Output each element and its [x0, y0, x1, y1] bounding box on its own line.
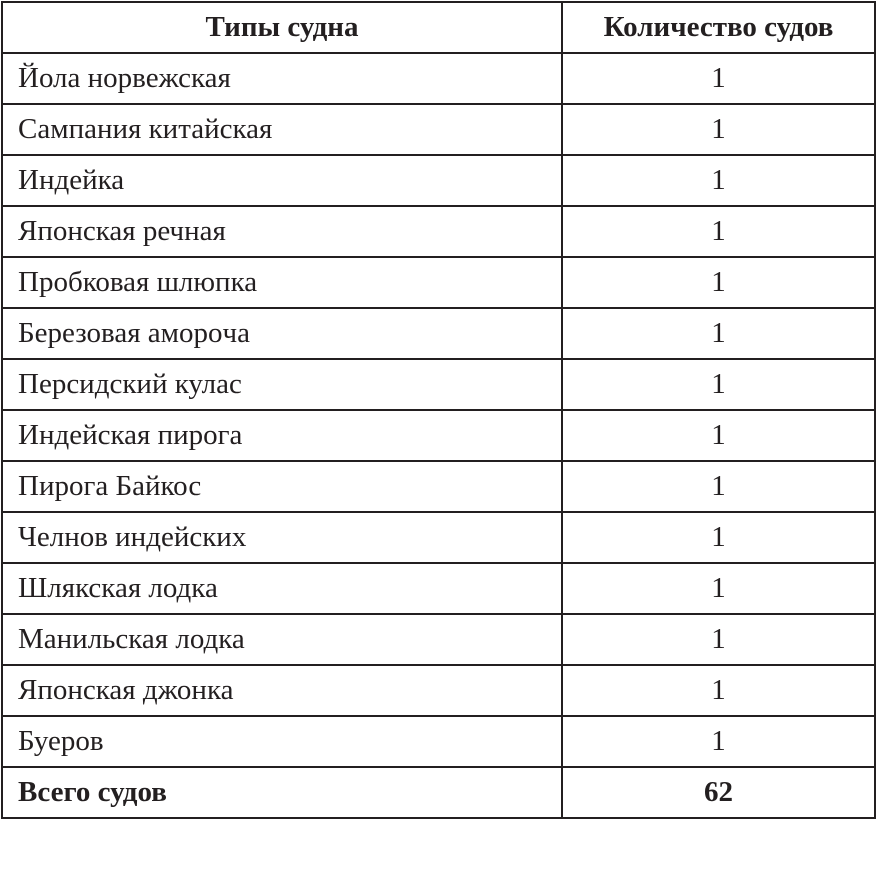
vessel-type-cell: Челнов индейских	[2, 512, 562, 563]
table-row	[2, 308, 875, 359]
vessel-type-cell: Пирога Байкос	[2, 461, 562, 512]
column-header-count: Количество судов	[562, 2, 875, 53]
table-row	[2, 410, 875, 461]
vessel-count-cell: 1	[562, 104, 875, 155]
table-row	[2, 359, 875, 410]
table-row	[2, 257, 875, 308]
vessel-type-cell: Березовая аморoча	[2, 308, 562, 359]
vessel-count-cell: 1	[562, 716, 875, 767]
vessel-count-cell: 1	[562, 461, 875, 512]
vessel-type-cell: Сампания китайская	[2, 104, 562, 155]
column-header-type: Типы судна	[2, 2, 562, 53]
total-row	[2, 767, 875, 818]
total-value: 62	[562, 767, 875, 818]
vessel-count-cell: 1	[562, 614, 875, 665]
table-row	[2, 716, 875, 767]
table-row	[2, 461, 875, 512]
vessel-count-cell: 1	[562, 155, 875, 206]
table-header-row	[2, 2, 875, 53]
vessel-type-cell: Шлякская лодка	[2, 563, 562, 614]
vessel-type-cell: Буеров	[2, 716, 562, 767]
vessel-count-cell: 1	[562, 410, 875, 461]
table-row	[2, 665, 875, 716]
vessel-type-cell: Персидский кулас	[2, 359, 562, 410]
vessel-count-cell: 1	[562, 257, 875, 308]
vessel-type-cell: Манильская лодка	[2, 614, 562, 665]
vessel-count-cell: 1	[562, 512, 875, 563]
vessel-count-cell: 1	[562, 206, 875, 257]
table-row	[2, 563, 875, 614]
total-label: Всего судов	[2, 767, 562, 818]
vessel-count-cell: 1	[562, 359, 875, 410]
vessel-count-cell: 1	[562, 308, 875, 359]
vessel-count-cell: 1	[562, 563, 875, 614]
vessel-count-cell: 1	[562, 53, 875, 104]
table-row	[2, 53, 875, 104]
table-row	[2, 206, 875, 257]
table-row	[2, 614, 875, 665]
vessel-count-table	[1, 1, 876, 819]
vessel-type-cell: Пробковая шлюпка	[2, 257, 562, 308]
vessel-type-cell: Японская джонка	[2, 665, 562, 716]
vessel-count-cell: 1	[562, 665, 875, 716]
vessel-type-cell: Японская речная	[2, 206, 562, 257]
table-row	[2, 155, 875, 206]
vessel-type-cell: Индейка	[2, 155, 562, 206]
vessel-type-cell: Йола норвежская	[2, 53, 562, 104]
vessel-type-cell: Индейская пирога	[2, 410, 562, 461]
table-row	[2, 104, 875, 155]
table-row	[2, 512, 875, 563]
